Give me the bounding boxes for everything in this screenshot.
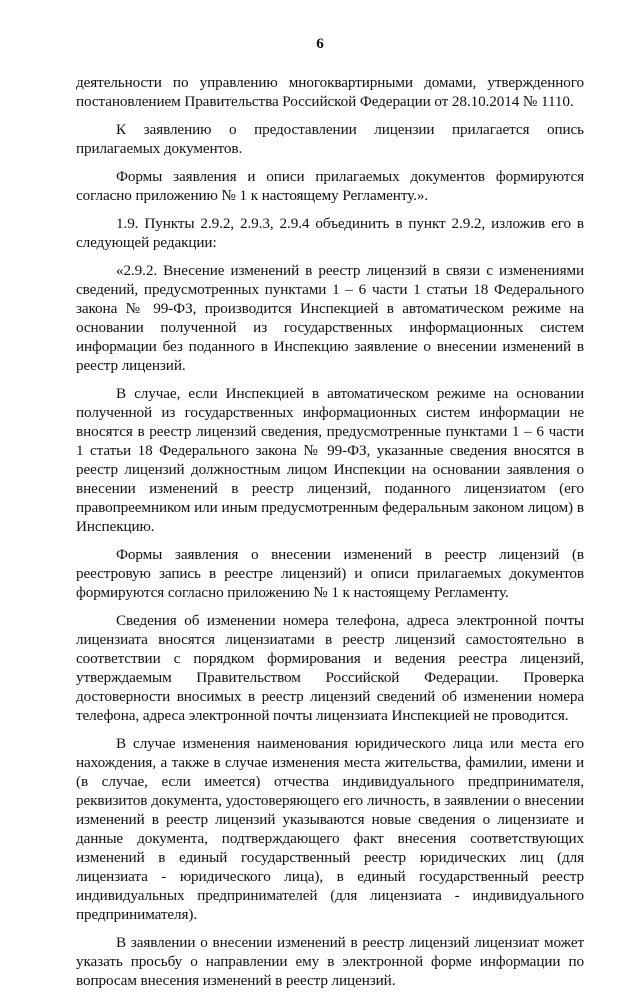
paragraph: В случае изменения наименования юридического лица или места его нахождения, а также в случае изменения места жительства, фамилии, имени и (в случае, если имеется) отчества индивидуального предпринимателя, реквизитов документа, удостоверяющего его личность, в заявлении о внесении изменений в реестр лицензий указываются новые сведения о лицензиате и данные документа, подтверждающего факт внесения соответствующих изменений в единый государственный реестр юридических лиц (для лицензиата - юридического лица), в единый государственный реестр индивидуальных предпринимателей (для лицензиата - индивидуального предпринимателя). bbox=[76, 735, 584, 923]
paragraph-continuation: деятельности по управлению многоквартирными домами, утвержденного постановлением Правительства Российской Федерации от 28.10.2014 № 1110. bbox=[76, 74, 584, 110]
paragraph: К заявлению о предоставлении лицензии прилагается опись прилагаемых документов. bbox=[76, 121, 584, 157]
paragraph: Формы заявления и описи прилагаемых документов формируются согласно приложению № 1 к настоящему Регламенту.». bbox=[76, 168, 584, 204]
paragraph: В заявлении о внесении изменений в реестр лицензий лицензиат может указать просьбу о направлении ему в электронной форме информации по вопросам внесения изменений в реестр лицензий. bbox=[76, 934, 584, 989]
paragraph: 1.9. Пункты 2.9.2, 2.9.3, 2.9.4 объединить в пункт 2.9.2, изложив его в следующей редакции: bbox=[76, 215, 584, 251]
paragraph: Сведения об изменении номера телефона, адреса электронной почты лицензиата вносятся лицензиатами в реестр лицензий самостоятельно в соответствии с порядком формирования и ведения реестра лицензий, утверждаемым Правительством Российской Федерации. Проверка достоверности вносимых в реестр лицензий сведений об изменении номера телефона, адреса электронной почты лицензиата Инспекцией не проводится. bbox=[76, 612, 584, 724]
paragraph: «2.9.2. Внесение изменений в реестр лицензий в связи с изменениями сведений, предусмотренных пунктами 1 – 6 части 1 статьи 18 Федерального закона № 99-ФЗ, производится Инспекцией в автоматическом режиме на основании полученной из государственных информационных систем информации без поданного в Инспекцию заявление о внесении изменений в реестр лицензий. bbox=[76, 262, 584, 374]
page-number: 6 bbox=[316, 36, 324, 52]
paragraph: В случае, если Инспекцией в автоматическом режиме на основании полученной из государственных информационных систем информации не вносятся в реестр лицензий сведения, предусмотренные пунктами 1 – 6 части 1 статьи 18 Федерального закона № 99-ФЗ, указанные сведения вносятся в реестр лицензий должностным лицом Инспекции на основании заявления о внесении изменений в реестр лицензий, поданного лицензиатом (его правопреемником или иным предусмотренным федеральным законом лицом) в Инспекцию. bbox=[76, 385, 584, 535]
paragraph: Формы заявления о внесении изменений в реестр лицензий (в реестровую запись в реестре лицензий) и описи прилагаемых документов формируются согласно приложению № 1 к настоящему Регламенту. bbox=[76, 546, 584, 601]
document-body bbox=[76, 73, 584, 999]
